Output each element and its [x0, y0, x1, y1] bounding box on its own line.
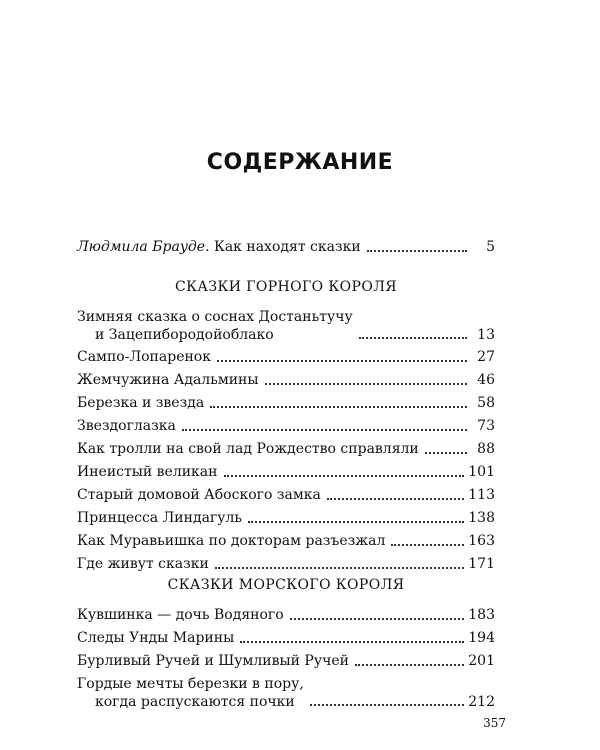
entry-title	[77, 675, 304, 711]
toc-entry[interactable]	[77, 304, 495, 344]
entry-author: Людмила Брауде	[77, 239, 206, 255]
section-title: СКАЗКИ МОРСКОГО КОРОЛЯ	[167, 577, 405, 593]
dot-leader	[215, 567, 464, 569]
entry-page: 201	[468, 653, 495, 669]
dot-leader	[240, 641, 464, 643]
entry-title: Принцесса Линдагуль	[77, 510, 242, 526]
entry-page: 73	[477, 418, 495, 434]
entry-title	[77, 237, 361, 257]
entry-title	[77, 308, 353, 344]
entry-title: Сампо-Лопаренок	[77, 349, 211, 365]
dot-leader	[182, 429, 467, 431]
entry-page: 101	[468, 464, 495, 480]
entry-title: Кувшинка — дочь Водяного	[77, 607, 284, 623]
entry-title: Как тролли на свой лад Рождество справляли	[77, 441, 419, 457]
dot-leader	[217, 360, 467, 362]
entry-title: Жемчужина Адальмины	[77, 372, 259, 388]
dot-leader	[310, 704, 464, 706]
dot-leader	[210, 406, 467, 408]
toc-entry[interactable]	[77, 602, 495, 625]
dot-leader	[367, 250, 467, 252]
entry-page: 5	[486, 239, 495, 255]
dot-leader	[425, 452, 467, 454]
entry-page: 88	[477, 441, 495, 457]
entry-page: 171	[468, 556, 495, 572]
dot-leader	[265, 383, 467, 385]
entry-page: 58	[477, 395, 495, 411]
toc-entry[interactable]	[77, 482, 495, 505]
entry-title: Звездоглазка	[77, 418, 176, 434]
section-morskoy-korol	[77, 575, 495, 711]
dot-leader	[248, 521, 464, 523]
page-number: 357	[483, 716, 506, 730]
toc-entry[interactable]	[77, 436, 495, 459]
entry-title-line1: Гордые мечты березки в пору,	[77, 676, 304, 692]
entry-title-text: . Как находят сказки	[205, 239, 361, 255]
entry-title-line2: и Зацепибородойоблако	[95, 327, 274, 343]
entry-title: Где живут сказки	[77, 556, 209, 572]
toc-entry[interactable]	[77, 344, 495, 367]
page-title: СОДЕРЖАНИЕ	[206, 150, 394, 175]
dot-leader	[355, 664, 464, 666]
toc-entry[interactable]	[77, 648, 495, 671]
toc-entry[interactable]	[77, 459, 495, 482]
toc-intro	[77, 234, 495, 257]
entry-page: 27	[477, 349, 495, 365]
entry-title-line1: Зимняя сказка о соснах Достаньтучу	[77, 309, 353, 325]
entry-title: Следы Унды Марины	[77, 630, 235, 646]
entry-title: Инеистый великан	[77, 464, 218, 480]
dot-leader	[327, 498, 464, 500]
dot-leader	[224, 475, 465, 477]
section-gorny-korol	[77, 277, 495, 574]
entry-title: Бурливый Ручей и Шумливый Ручей	[77, 653, 349, 669]
toc-entry[interactable]	[77, 367, 495, 390]
entry-page: 46	[477, 372, 495, 388]
toc-entry[interactable]	[77, 390, 495, 413]
entry-page: 212	[468, 694, 495, 710]
entry-title-line2: когда распускаются почки	[95, 694, 295, 710]
dot-leader	[290, 618, 465, 620]
dot-leader	[359, 337, 467, 339]
entry-title: Старый домовой Абоского замка	[77, 487, 321, 503]
entry-page: 163	[468, 533, 495, 549]
entry-page: 113	[468, 487, 495, 503]
toc-entry[interactable]	[77, 625, 495, 648]
toc-entry[interactable]	[77, 671, 495, 711]
entry-title: Березка и звезда	[77, 395, 205, 411]
toc-entry[interactable]	[77, 551, 495, 574]
entry-page: 138	[468, 510, 495, 526]
entry-title: Как Муравьишка по докторам разъезжал	[77, 533, 386, 549]
section-title: СКАЗКИ ГОРНОГО КОРОЛЯ	[174, 279, 398, 295]
toc-entry-intro[interactable]	[77, 234, 495, 257]
toc-entry[interactable]	[77, 528, 495, 551]
toc-entry[interactable]	[77, 413, 495, 436]
entry-page: 183	[468, 607, 495, 623]
dot-leader	[391, 544, 464, 546]
toc-entry[interactable]	[77, 505, 495, 528]
entry-page: 194	[468, 630, 495, 646]
entry-page: 13	[477, 327, 495, 343]
